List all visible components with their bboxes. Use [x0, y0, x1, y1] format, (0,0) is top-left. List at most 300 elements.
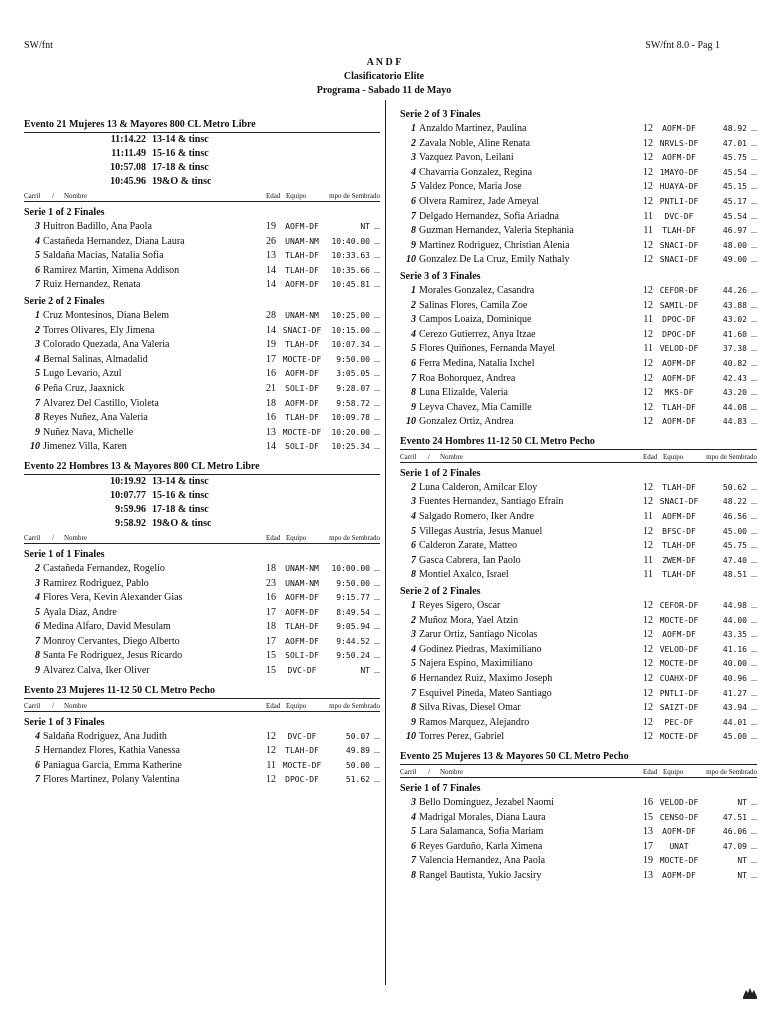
record-row [24, 489, 380, 503]
swimmer-name: Jimenez Villa, Karen [43, 441, 127, 453]
swimmer-name: Chavarria Gonzalez, Regina [419, 166, 533, 178]
lane-number: 6 [411, 540, 416, 552]
swimmer-name: Lara Salamanca, Sofia Mariam [419, 826, 544, 838]
trailing-mark: ... [374, 442, 380, 452]
entry-row [400, 657, 757, 672]
lane-number: 7 [35, 774, 40, 786]
trailing-mark: ... [751, 732, 757, 742]
col-header-age: Edad [643, 767, 658, 776]
seed-time: 10:09.78 [331, 413, 370, 423]
entry-row [400, 854, 757, 869]
team-code: MOCTE-DF [282, 354, 322, 364]
seed-time: NT [737, 856, 747, 866]
header-right: SW/fnt 8.0 - Pag 1 [645, 40, 720, 51]
lane-number: 5 [411, 525, 416, 537]
swimmer-name: Luna Calderon, Amilcar Eloy [419, 481, 538, 493]
trailing-mark: ... [751, 482, 757, 492]
trailing-mark: ... [374, 622, 380, 632]
swimmer-name: Guzman Hernandez, Valeria Stephania [419, 225, 574, 237]
seed-time: 50.07 [345, 731, 370, 741]
swimmer-age: 12 [643, 702, 653, 714]
record-category: 17-18 & tinsc [152, 162, 209, 173]
record-time: 10:45.96 [110, 176, 146, 187]
swimmer-age: 12 [266, 745, 276, 757]
seed-time: NT [360, 666, 370, 676]
lane-number: 5 [411, 343, 416, 355]
serie-title: Serie 3 of 3 Finales [400, 270, 481, 282]
swimmer-age: 19 [643, 855, 653, 867]
entry-row [400, 525, 757, 540]
entry-row [400, 180, 757, 195]
swimmer-name: Flores Vera, Kevin Alexander Gias [43, 592, 183, 604]
swimmer-age: 21 [266, 382, 276, 394]
col-header-team: Equipo [663, 767, 684, 776]
column-header-row [24, 533, 380, 544]
lane-number: 2 [35, 324, 40, 336]
entry-row [400, 554, 757, 569]
seed-time: 40.82 [722, 358, 747, 368]
trailing-mark: ... [374, 760, 380, 770]
lane-number: 6 [411, 673, 416, 684]
seed-time: 10:07.34 [331, 340, 370, 350]
swimmer-age: 17 [643, 840, 653, 852]
lane-number: 8 [411, 225, 416, 237]
seed-time: 10:33.63 [331, 251, 370, 261]
trailing-mark: ... [374, 593, 380, 603]
trailing-mark: ... [374, 340, 380, 350]
seed-time: 9:50.00 [336, 578, 370, 588]
serie-title: Serie 2 of 2 Finales [24, 295, 105, 307]
swimmer-age: 11 [643, 554, 653, 566]
col-header-name: Nombre [440, 767, 463, 776]
lane-number: 2 [411, 137, 416, 149]
swimmer-age: 12 [643, 123, 653, 134]
lane-number: 8 [411, 702, 416, 714]
team-code: 1MAYO-DF [659, 167, 699, 177]
team-code: BFSC-DF [662, 526, 696, 536]
swimmer-name: Rangel Bautista, Yukio Jacsiry [419, 869, 542, 881]
swimmer-name: Cruz Montesinos, Diana Belem [43, 309, 170, 321]
team-code: DVC-DF [287, 731, 317, 741]
swimmer-age: 13 [266, 250, 276, 262]
trailing-mark: ... [751, 226, 757, 236]
seed-time: 10:40.00 [331, 236, 370, 246]
trailing-mark: ... [751, 329, 757, 339]
swimmer-name: Saldaña Rodriguez, Ana Judith [43, 730, 167, 742]
swimmer-name: Gasca Cabrera, Ian Paolo [419, 554, 521, 566]
entry-row [400, 796, 757, 811]
seed-time: 45.75 [722, 541, 747, 551]
lane-number: 5 [35, 606, 40, 618]
swimmer-age: 18 [266, 621, 276, 633]
col-header-slash: / [52, 192, 54, 200]
trailing-mark: ... [374, 636, 380, 646]
entry-row [400, 195, 757, 210]
swimmer-age: 19 [266, 221, 276, 232]
swimmer-age: 12 [643, 239, 653, 251]
swimmer-name: Fuentes Hernandez, Santiago Efrain [419, 496, 564, 508]
entry-row [400, 372, 757, 387]
trailing-mark: ... [751, 555, 757, 565]
team-code: SAIZT-DF [659, 703, 699, 713]
col-header-team: Equipo [286, 192, 307, 200]
lane-number: 6 [35, 759, 40, 771]
seed-time: 3:05.05 [336, 369, 370, 379]
swimmer-age: 18 [266, 397, 276, 409]
team-code: PEC-DF [664, 717, 694, 727]
seed-time: 44.08 [722, 402, 747, 412]
entry-row [24, 324, 380, 339]
seed-time: 47.40 [722, 555, 747, 565]
lane-number: 1 [411, 284, 416, 296]
event-title: Evento 23 Mujeres 11-12 50 CL Metro Pecho [24, 684, 380, 699]
team-code: AOFM-DF [285, 369, 319, 379]
swimmer-age: 12 [643, 181, 653, 193]
lane-number: 3 [35, 339, 40, 351]
entry-row [400, 643, 757, 658]
seed-time: 45.00 [722, 526, 747, 536]
swimmer-name: Anzaldo Martinez, Paulina [419, 123, 527, 134]
swimmer-age: 17 [266, 353, 276, 365]
swimmer-age: 13 [643, 826, 653, 838]
seed-time: 10:45.81 [331, 280, 370, 290]
trailing-mark: ... [374, 578, 380, 588]
entry-row [400, 628, 757, 643]
record-time: 10:07.77 [110, 489, 146, 501]
team-code: UNAM-NM [285, 310, 319, 320]
swimmer-age: 12 [643, 284, 653, 296]
trailing-mark: ... [374, 222, 380, 231]
col-header-name: Nombre [64, 192, 87, 200]
trailing-mark: ... [751, 344, 757, 354]
header-left: SW/fnt [24, 40, 53, 51]
trailing-mark: ... [751, 402, 757, 412]
trailing-mark: ... [751, 870, 757, 880]
lane-number: 3 [35, 221, 40, 232]
seed-time: 45.54 [722, 211, 747, 221]
lane-number: 4 [35, 592, 40, 604]
lane-number: 6 [35, 621, 40, 633]
swimmer-age: 12 [643, 629, 653, 641]
team-code: MOCTE-DF [282, 427, 322, 437]
lane-number: 4 [411, 511, 416, 523]
seed-time: 9:50.24 [336, 651, 370, 661]
serie-title: Serie 1 of 7 Finales [400, 782, 481, 794]
swimmer-age: 12 [643, 614, 653, 626]
lane-number: 7 [411, 372, 416, 384]
lane-number: 8 [411, 569, 416, 581]
trailing-mark: ... [751, 601, 757, 611]
entry-row [24, 759, 380, 774]
swimmer-age: 16 [643, 796, 653, 808]
record-category: 15-16 & tinsc [152, 148, 209, 159]
entry-row [24, 338, 380, 353]
swimmer-age: 11 [643, 314, 653, 326]
team-code: MOCTE-DF [659, 732, 699, 742]
trailing-mark: ... [751, 315, 757, 325]
seed-time: 46.06 [722, 827, 747, 837]
swimmer-name: Lugo Levario, Azul [43, 368, 122, 380]
lane-number: 2 [411, 299, 416, 311]
swimmer-name: Ramos Marquez, Alejandro [419, 716, 530, 728]
entry-row [24, 220, 380, 235]
trailing-mark: ... [374, 398, 380, 408]
trailing-mark: ... [374, 413, 380, 423]
lane-number: 9 [411, 716, 416, 728]
lane-number: 5 [411, 181, 416, 193]
trailing-mark: ... [374, 280, 380, 290]
swimmer-name: Olvera Ramirez, Jade Ameyal [419, 195, 539, 207]
entry-row [24, 353, 380, 368]
col-header-lane: Carril [24, 533, 41, 542]
trailing-mark: ... [751, 615, 757, 625]
seed-time: 43.88 [722, 300, 747, 310]
team-code: MOCTE-DF [659, 615, 699, 625]
col-header-slash: / [428, 452, 430, 461]
trailing-mark: ... [751, 827, 757, 837]
trailing-mark: ... [751, 255, 757, 265]
entry-row [400, 401, 757, 416]
trailing-mark: ... [751, 812, 757, 822]
col-header-seed: mpo de Sembrado [329, 701, 380, 710]
lane-number: 3 [411, 152, 416, 164]
trailing-mark: ... [751, 358, 757, 368]
record-time: 10:57.08 [110, 162, 146, 173]
swimmer-name: Bernal Salinas, Almadalid [43, 353, 148, 365]
swimmer-name: Huitron Badillo, Ana Paola [43, 221, 152, 232]
lane-number: 7 [411, 210, 416, 222]
swimmer-age: 12 [643, 372, 653, 384]
team-code: CUAHX-DF [659, 674, 699, 683]
swimmer-name: Salinas Flores, Camila Zoe [419, 299, 528, 311]
trailing-mark: ... [751, 124, 757, 133]
col-header-age: Edad [643, 452, 658, 461]
team-code: DVC-DF [287, 666, 317, 676]
swimmer-name: Reyes Garduño, Karla Ximena [419, 840, 543, 852]
entry-row [400, 210, 757, 225]
serie-title: Serie 1 of 2 Finales [400, 467, 481, 479]
swimmer-name: Cerezo Gutierrez, Anya Itzae [419, 328, 536, 340]
trailing-mark: ... [751, 703, 757, 713]
event-title: Evento 21 Mujeres 13 & Mayores 800 CL Metro Libre [24, 118, 380, 133]
entry-row [24, 397, 380, 412]
lane-number: 4 [411, 166, 416, 178]
team-code: SNACI-DF [659, 240, 699, 250]
lane-number: 5 [35, 250, 40, 262]
trailing-mark: ... [751, 417, 757, 427]
trailing-mark: ... [374, 369, 380, 379]
serie-title: Serie 1 of 1 Finales [24, 548, 105, 560]
column-header-row [24, 701, 380, 712]
lane-number: 4 [411, 328, 416, 340]
swimmer-name: Colorado Quezada, Ana Valeria [43, 339, 170, 351]
entry-row [24, 606, 380, 621]
swimmer-name: Alvarez Calva, Iker Oliver [43, 665, 150, 677]
swimmer-age: 12 [643, 600, 653, 612]
lane-number: 3 [411, 629, 416, 641]
trailing-mark: ... [751, 167, 757, 177]
seed-time: 45.75 [722, 153, 747, 163]
swimmer-age: 17 [266, 635, 276, 647]
entry-row [400, 495, 757, 510]
swimmer-age: 12 [643, 137, 653, 149]
seed-time: 46.97 [722, 226, 747, 236]
record-row [24, 161, 380, 175]
event-title: Evento 22 Hombres 13 & Mayores 800 CL Metro Libre [24, 460, 380, 475]
trailing-mark: ... [374, 666, 380, 676]
seed-time: 40.00 [722, 659, 747, 669]
swimmer-age: 16 [266, 412, 276, 424]
column-header-row [24, 191, 380, 202]
swimmer-name: Castañeda Hernandez, Diana Laura [43, 235, 185, 247]
record-row [24, 147, 380, 161]
team-code: DPOC-DF [285, 775, 319, 785]
record-time: 10:19.92 [110, 475, 146, 487]
swimmer-name: Luna Elizalde, Valeria [419, 387, 508, 399]
entry-row [400, 811, 757, 826]
swimmer-name: Ramirez Rodriguez, Pablo [43, 577, 149, 589]
record-category: 19&O & tinsc [152, 517, 212, 529]
swimmer-name: Castañeda Fernandez, Rogelio [43, 562, 165, 574]
entry-row [400, 701, 757, 716]
seed-time: NT [737, 870, 747, 880]
team-code: TLAH-DF [662, 402, 696, 412]
trailing-mark: ... [751, 240, 757, 250]
team-code: TLAH-DF [285, 251, 319, 261]
team-code: PNTLI-DF [659, 196, 699, 206]
swimmer-age: 12 [643, 643, 653, 655]
trailing-mark: ... [374, 383, 380, 393]
team-code: AOFM-DF [662, 373, 696, 383]
col-header-slash: / [428, 767, 430, 776]
trailing-mark: ... [374, 265, 380, 275]
seed-time: NT [360, 222, 370, 231]
entry-row [400, 137, 757, 152]
lane-number: 10 [406, 416, 416, 428]
col-header-age: Edad [266, 192, 281, 200]
swimmer-name: Alvarez Del Castillo, Violeta [43, 397, 159, 409]
swimmer-age: 12 [643, 195, 653, 207]
swimmer-name: Paniagua Garcia, Emma Katherine [43, 759, 182, 771]
trailing-mark: ... [751, 630, 757, 640]
record-row [24, 517, 380, 531]
column-header-row [400, 767, 757, 778]
seed-time: 43.02 [722, 315, 747, 325]
team-code: AOFM-DF [285, 593, 319, 603]
lane-number: 4 [411, 643, 416, 655]
seed-time: 49.89 [345, 746, 370, 756]
lane-number: 3 [35, 577, 40, 589]
seed-time: 43.94 [722, 703, 747, 713]
lane-number: 4 [411, 811, 416, 823]
team-code: UNAM-NM [285, 563, 319, 573]
trailing-mark: ... [374, 746, 380, 756]
swimmer-age: 12 [643, 731, 653, 743]
swimmer-age: 16 [266, 368, 276, 380]
team-code: CENSO-DF [659, 812, 699, 822]
col-header-slash: / [52, 701, 54, 710]
trailing-mark: ... [751, 211, 757, 221]
swimmer-name: Zavala Noble, Aline Renata [419, 137, 531, 149]
trailing-mark: ... [751, 797, 757, 807]
team-code: MOCTE-DF [282, 760, 322, 770]
seed-time: 44.83 [722, 417, 747, 427]
team-code: TLAH-DF [285, 340, 319, 350]
seed-time: 9:15.77 [336, 593, 370, 603]
team-code: DPOC-DF [662, 329, 696, 339]
swimmer-age: 12 [643, 152, 653, 164]
entry-row [24, 309, 380, 324]
record-category: 13-14 & tinsc [152, 475, 209, 487]
entry-row [400, 599, 757, 614]
team-code: AOFM-DF [662, 512, 696, 522]
lane-number: 7 [411, 687, 416, 699]
record-category: 19&O & tinsc [152, 176, 212, 187]
entry-row [24, 577, 380, 592]
entry-row [400, 869, 757, 884]
entry-row [400, 840, 757, 855]
seed-time: 48.00 [722, 240, 747, 250]
seed-time: 47.01 [722, 138, 747, 148]
swimmer-name: Santa Fe Rodriguez, Jesus Ricardo [43, 650, 183, 662]
team-code: AOFM-DF [285, 398, 319, 408]
lane-number: 5 [411, 826, 416, 838]
seed-time: 50.62 [722, 482, 747, 492]
record-row [24, 503, 380, 517]
swimmer-age: 15 [643, 811, 653, 823]
swimmer-age: 12 [643, 496, 653, 508]
swimmer-name: Flores Quiñones, Fernanda Mayel [419, 343, 556, 355]
entry-row [400, 415, 757, 430]
swimmer-name: Torres Olivares, Ely Jimena [43, 324, 155, 336]
lane-number: 10 [406, 731, 416, 743]
seed-time: 41.27 [722, 688, 747, 698]
entry-row [24, 620, 380, 635]
entry-row [400, 284, 757, 299]
seed-time: 10:35.66 [331, 265, 370, 275]
team-code: SNACI-DF [659, 255, 699, 265]
trailing-mark: ... [751, 841, 757, 851]
trailing-mark: ... [751, 196, 757, 206]
seed-time: 9:50.00 [336, 354, 370, 364]
seed-time: 10:00.00 [331, 563, 370, 573]
entry-row [400, 539, 757, 554]
col-header-lane: Carril [400, 452, 417, 461]
seed-time: 48.22 [722, 497, 747, 507]
swimmer-age: 14 [266, 324, 276, 336]
seed-time: 10:25.34 [331, 442, 370, 452]
entry-row [24, 773, 380, 788]
record-row [24, 475, 380, 489]
entry-row [400, 342, 757, 357]
team-code: TLAH-DF [662, 482, 696, 492]
team-code: DVC-DF [664, 211, 694, 221]
swimmer-name: Valencia Hernandez, Ana Paola [419, 855, 546, 867]
program-title: Programa - Sabado 11 de Mayo [316, 85, 452, 96]
team-code: MOCTE-DF [659, 856, 699, 866]
lane-number: 9 [411, 401, 416, 413]
right-column [400, 106, 757, 884]
swimmer-age: 12 [643, 387, 653, 399]
lane-number: 7 [35, 279, 40, 291]
team-code: TLAH-DF [285, 622, 319, 632]
trailing-mark: ... [751, 285, 757, 295]
swimmer-age: 12 [643, 357, 653, 369]
entry-row [400, 122, 757, 137]
swimmer-name: Leyva Chavez, Mia Camille [419, 401, 532, 413]
trailing-mark: ... [374, 731, 380, 741]
swimmer-age: 11 [266, 759, 276, 771]
